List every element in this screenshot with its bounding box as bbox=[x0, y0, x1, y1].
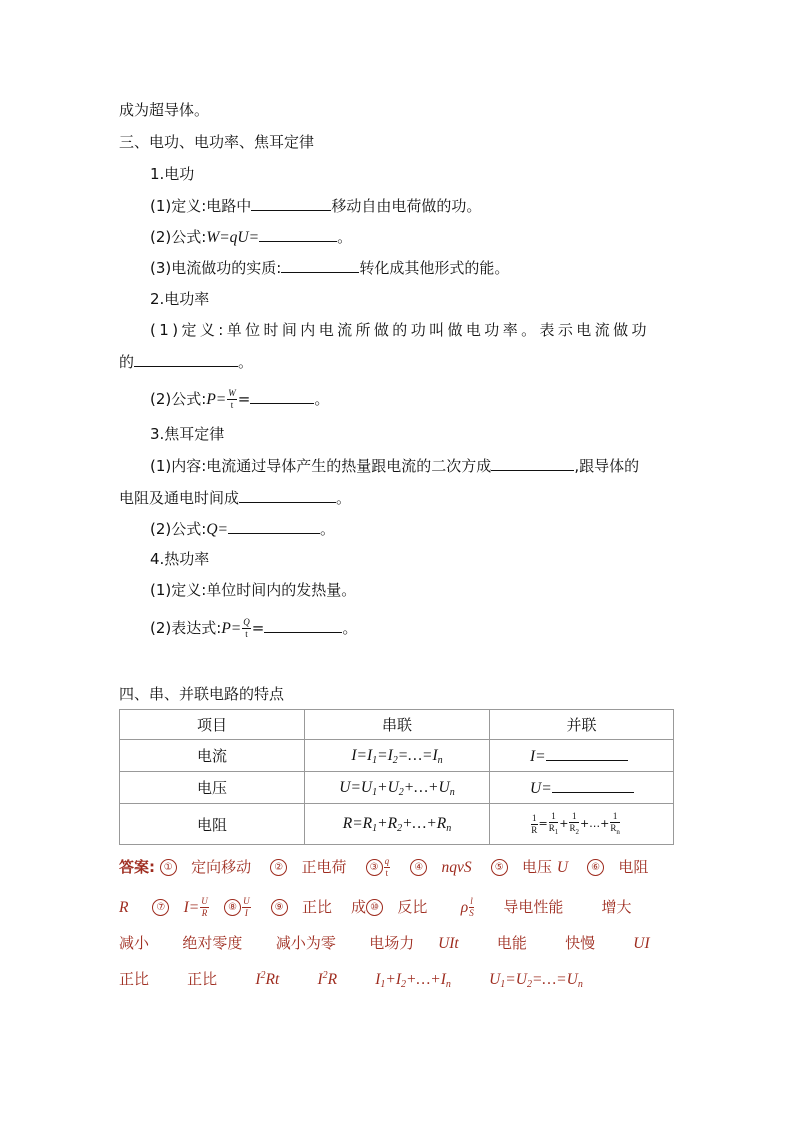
heading-heat-power: 4.热功率 bbox=[150, 550, 210, 568]
answer: UI bbox=[633, 935, 650, 952]
answer: 正电荷 bbox=[301, 858, 347, 876]
joule-content bbox=[150, 455, 639, 476]
circuit-table bbox=[119, 709, 674, 845]
text: (3)电流做功的实质: bbox=[150, 259, 282, 277]
intro-tail: 成为超导体。 bbox=[119, 101, 210, 119]
answer: 正比 bbox=[119, 970, 150, 988]
formula: W=qU= bbox=[206, 229, 260, 246]
power-formula bbox=[150, 388, 329, 410]
text: = bbox=[251, 619, 265, 637]
text: (1)定义:电路中 bbox=[150, 197, 252, 215]
text: (2)表达式: bbox=[150, 619, 222, 637]
work-formula bbox=[150, 226, 352, 248]
text: (2)公式: bbox=[150, 520, 207, 538]
answer: R bbox=[119, 899, 129, 916]
answers-line-1: 答案: ① 定向移动 ② 正电荷 ③ $\frac{q}{t}$ ④ nqvS ⑤ 电压 U ⑥ 电阻 bbox=[119, 856, 649, 878]
row-label: 电流 bbox=[120, 740, 305, 772]
answer-blank-11[interactable] bbox=[552, 777, 634, 793]
denominator: t bbox=[245, 629, 248, 639]
formula: Q= bbox=[206, 521, 228, 538]
heat-power-expression bbox=[150, 617, 357, 639]
answer-blank-8[interactable] bbox=[228, 518, 320, 534]
parallel-resistance: $\frac{1}{R}$ = $\frac{1}{R_1}$ + $\frac{1}{R_2}$ +…+ $\frac{1}{R_n}$ bbox=[490, 804, 674, 845]
heading-joule: 3.焦耳定律 bbox=[150, 425, 225, 443]
answer: 成 bbox=[351, 898, 367, 916]
answer: ρ bbox=[460, 899, 469, 916]
heading-work: 1.电功 bbox=[150, 165, 195, 183]
answer-blank-1[interactable] bbox=[251, 195, 331, 211]
answer: 反比 bbox=[397, 898, 428, 916]
circled-number-7: ⑦ bbox=[152, 899, 169, 916]
answer-blank-10[interactable] bbox=[546, 745, 628, 761]
answer-blank-2[interactable] bbox=[259, 226, 337, 242]
work-essence bbox=[150, 257, 509, 278]
fraction bbox=[242, 618, 251, 639]
answer: 绝对零度 bbox=[182, 934, 243, 952]
series-voltage: $U=U_1+U_2+\dots+U_n$ bbox=[305, 772, 490, 804]
circled-number-10: ⑩ bbox=[366, 899, 383, 916]
answer: $I_1+I_2+\dots+I_n$ bbox=[375, 971, 451, 990]
header-parallel: 并联 bbox=[490, 710, 674, 740]
header-series: 串联 bbox=[305, 710, 490, 740]
text: 电阻及通电时间成 bbox=[119, 489, 240, 507]
table-row bbox=[120, 772, 674, 804]
text: (2)公式: bbox=[150, 228, 207, 246]
answer: 减小 bbox=[119, 934, 150, 952]
text: 。 bbox=[342, 619, 358, 637]
answer: $U_1=U_2=\dots=U_n$ bbox=[489, 971, 583, 990]
numerator: Q bbox=[243, 617, 250, 627]
answer-blank-3[interactable] bbox=[281, 257, 359, 273]
circled-number-2: ② bbox=[270, 859, 287, 876]
circled-number-5: ⑤ bbox=[491, 859, 508, 876]
text: 。 bbox=[337, 228, 353, 246]
answers-line-2: R ⑦ I= $\frac{U}{R}$ ⑧ $\frac{U}{I}$ ⑨ 正比 成 ⑩ 反比 ρ $\frac{l}{S}$ 导电性能 增大 bbox=[119, 896, 632, 918]
answer: 快慢 bbox=[565, 934, 596, 952]
section-4-title: 四、串、并联电路的特点 bbox=[119, 685, 285, 703]
text: 。 bbox=[336, 489, 352, 507]
answer: 定向移动 bbox=[191, 858, 252, 876]
circled-number-6: ⑥ bbox=[587, 859, 604, 876]
circled-number-3: ③ bbox=[366, 859, 383, 876]
header-item: 项目 bbox=[120, 710, 305, 740]
text: (2)公式: bbox=[150, 390, 207, 408]
fraction: $\frac{U}{I}$ bbox=[243, 896, 250, 918]
answer-blank-7[interactable] bbox=[239, 487, 336, 503]
heat-power-definition: (1)定义:单位时间内的发热量。 bbox=[150, 581, 357, 599]
answers-line-4 bbox=[119, 966, 583, 995]
series-current: $I=I_1=I_2=\dots=I_n$ bbox=[305, 740, 490, 772]
circled-number-9: ⑨ bbox=[271, 899, 288, 916]
answer: 电场力 bbox=[369, 934, 415, 952]
text: 。 bbox=[238, 353, 254, 371]
answer: $I^2Rt$ bbox=[255, 970, 280, 988]
answer: 导电性能 bbox=[503, 898, 564, 916]
answer-blank-9[interactable] bbox=[264, 617, 342, 633]
parallel-current: I= bbox=[490, 740, 674, 772]
fraction: $\frac{q}{t}$ bbox=[384, 856, 390, 878]
answer: 减小为零 bbox=[275, 934, 336, 952]
section-3-title: 三、电功、电功率、焦耳定律 bbox=[119, 133, 315, 151]
text: 的 bbox=[119, 353, 135, 371]
answer-blank-5[interactable] bbox=[250, 388, 314, 404]
answer: 电阻 bbox=[618, 858, 649, 876]
heading-power: 2.电功率 bbox=[150, 290, 210, 308]
answers-line-3 bbox=[119, 933, 650, 954]
text: 移动自由电荷做的功。 bbox=[331, 197, 482, 215]
numerator: W bbox=[228, 388, 236, 398]
answer: UIt bbox=[438, 935, 459, 952]
answer-blank-6[interactable] bbox=[491, 455, 574, 471]
power-definition: (1)定义:单位时间内电流所做的功叫做电功率。表示电流做功 bbox=[150, 321, 650, 339]
text: 转化成其他形式的能。 bbox=[359, 259, 510, 277]
answers-label: 答案: bbox=[119, 858, 155, 876]
formula-lhs: P= bbox=[206, 391, 227, 408]
circled-number-8: ⑧ bbox=[224, 899, 241, 916]
table-row bbox=[120, 804, 674, 845]
answer: 电能 bbox=[496, 934, 527, 952]
text: (1)内容:电流通过导体产生的热量跟电流的二次方成 bbox=[150, 457, 492, 475]
fraction bbox=[227, 389, 237, 410]
fraction: $\frac{l}{S}$ bbox=[469, 896, 474, 918]
joule-formula bbox=[150, 518, 335, 540]
row-label: 电压 bbox=[120, 772, 305, 804]
answer: nqvS bbox=[441, 859, 472, 876]
answer: 电压 bbox=[522, 858, 553, 876]
text: ,跟导体的 bbox=[574, 457, 640, 475]
denominator: t bbox=[230, 400, 234, 410]
row-label: 电阻 bbox=[120, 804, 305, 845]
answer: 增大 bbox=[601, 898, 632, 916]
joule-content-cont bbox=[119, 487, 351, 508]
answer: 正比 bbox=[187, 970, 218, 988]
answer-blank-4[interactable] bbox=[134, 351, 238, 367]
series-resistance: $R=R_1+R_2+\dots+R_n$ bbox=[305, 804, 490, 845]
table-header-row bbox=[120, 710, 674, 740]
formula-lhs: P= bbox=[221, 620, 242, 637]
parallel-voltage: U= bbox=[490, 772, 674, 804]
text: 。 bbox=[319, 520, 335, 538]
power-definition-cont bbox=[119, 351, 253, 372]
circled-number-4: ④ bbox=[410, 859, 427, 876]
work-definition bbox=[150, 195, 481, 216]
answer: $I^2R$ bbox=[317, 970, 338, 988]
text: 。 bbox=[314, 390, 330, 408]
table-row bbox=[120, 740, 674, 772]
text: = bbox=[237, 390, 251, 408]
answer: 正比 bbox=[301, 898, 332, 916]
fraction: $\frac{U}{R}$ bbox=[201, 896, 208, 918]
circled-number-1: ① bbox=[160, 859, 177, 876]
